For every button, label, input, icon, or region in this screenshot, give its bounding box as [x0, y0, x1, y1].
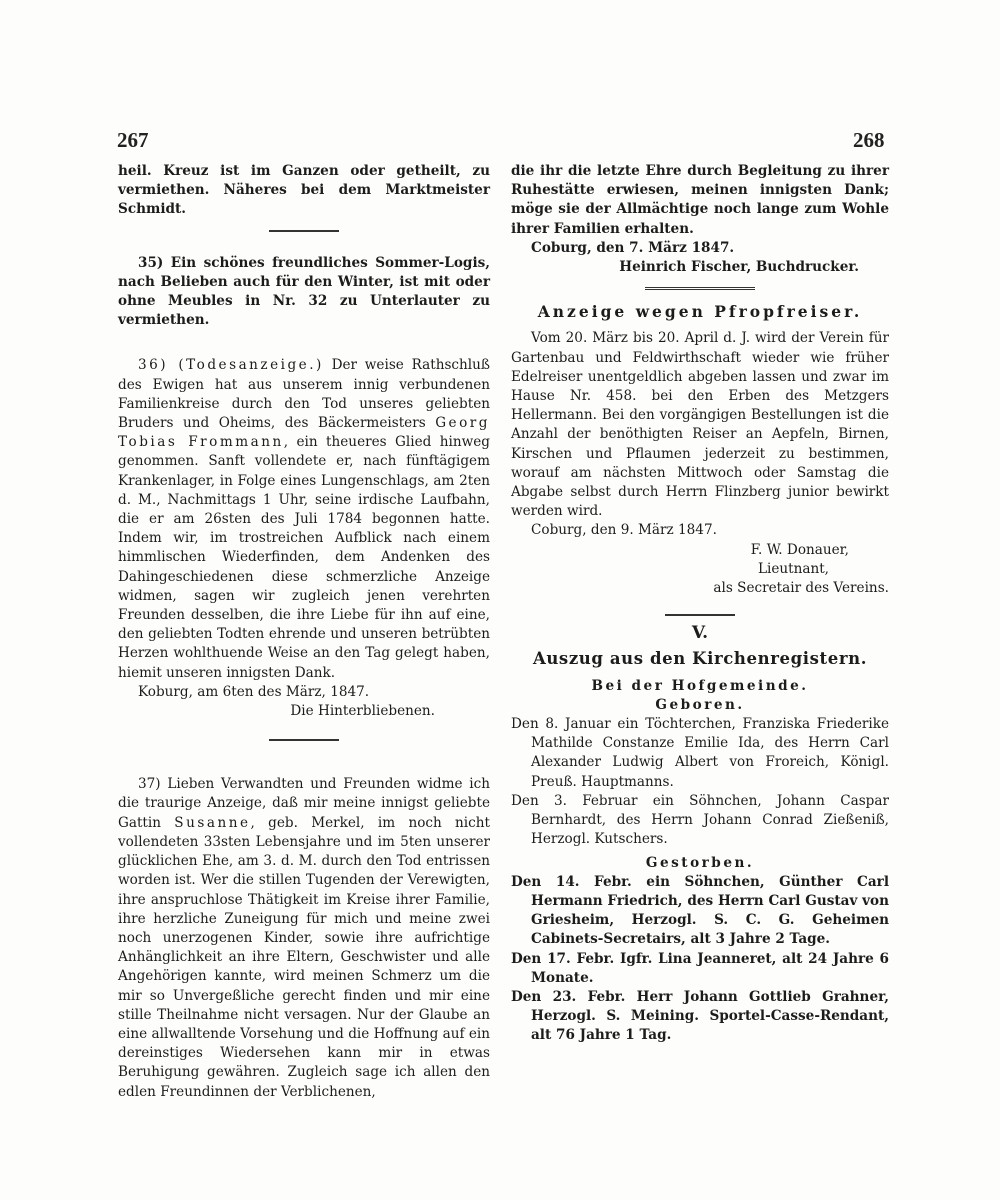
ad-37-text-a: 37) Lieben Verwandten und Freunden widme ich die traurige Anzeige, daß mir meine innigst geliebte Gattin: [118, 776, 490, 831]
ad-37-text-b: , geb. Merkel, im noch nicht vollendeten 33sten Lebensjahre und im 5ten unserer glücklichen Ehe, am 3. d. M. durch den Tod entrissen worden ist. Wer die stillen Tugenden der Verewigten, ihre anspruchlose Thätigkeit im Kreise ihrer Familie, ihre herzliche Zuneigung für mich und meine zwei noch unerzogenen Kinder, sowie ihre aufrichtige Anhänglichkeit an ihre Eltern, Geschwister und alle Angehörigen kannte, wird meinen Schmerz um die mir so Unvergeßliche gerecht finden und mir eine stille Theilnahme nicht versagen. Nur der Glaube an eine allwalltende Vorsehung und die Hoffnung auf ein dereinstiges Wiedersehen kann mir in etwas Beruhigung gewähren. Zugleich sage ich allen den edlen Freundinnen der Verblichenen,: [118, 814, 490, 1100]
death-entry: Den 17. Febr. Igfr. Lina Jeanneret, alt 24 Jahre 6 Monate.: [511, 950, 889, 986]
rental-ad-fragment: heil. Kreuz ist im Ganzen oder getheilt, zu vermiethen. Näheres bei dem Marktmeister Schmidt.: [118, 163, 490, 218]
ad-36-deceased-name: Georg Tobias Frommann: [118, 415, 490, 451]
birth-entry: Den 8. Januar ein Töchterchen, Franziska Friederike Mathilde Constanze Emilie Ida, des Herrn Carl Alexander Ludwig Albert von Froreich, Königl. Preuß. Hauptmanns.: [511, 716, 889, 790]
left-column: [118, 162, 490, 1102]
ad-36-signature: Die Hinterbliebenen.: [290, 703, 435, 720]
parish-heading: Bei der Hofgemeinde.: [591, 677, 809, 694]
ad-36-label: 36) (Todesanzeige.): [138, 357, 324, 374]
deaths-heading: Gestorben.: [645, 854, 755, 871]
separator-rule: [269, 230, 339, 232]
death-entry: Den 23. Febr. Herr Johann Gottlieb Grahner, Herzogl. S. Meining. Sportel-Casse-Rendant, alt 76 Jahre 1 Tag.: [511, 988, 889, 1044]
ad-36-death-notice: [118, 356, 490, 682]
graft-signature-role: als Secretair des Vereins.: [713, 580, 889, 597]
graft-place-date: Coburg, den 9. März 1847.: [531, 522, 717, 539]
graft-signature-rank: Lieutnant,: [757, 560, 829, 577]
ad-36-place-date: Koburg, am 6ten des März, 1847.: [138, 683, 370, 700]
ad-35: 35) Ein schönes freundliches Sommer-Logis, nach Belieben auch für den Winter, ist mit oder ohne Meubles in Nr. 32 zu Unterlauter zu vermiethen.: [118, 254, 490, 329]
section-number: V.: [691, 623, 709, 644]
ad-37-signature: Heinrich Fischer, Buchdrucker.: [619, 259, 859, 276]
graft-notice-text: Vom 20. März bis 20. April d. J. wird der Verein für Gartenbau und Feldwirthschaft wieder wie früher Edelreiser unentgeldlich abgeben lassen und zwar im Hause Nr. 458. bei den Erben des Metzgers Hellermann. Bei den vorgängigen Bestellungen ist die Anzahl der benöthigten Reiser an Aepfeln, Birnen, Kirschen und Pflaumen jederzeit zu bestimmen, worauf am nächsten Mittwoch oder Samstag die Abgabe selbst durch Herrn Flinzberg junior bewirkt werden wird.: [511, 330, 889, 520]
right-column: [511, 162, 889, 1046]
separator-rule: [645, 287, 755, 290]
section-title: Auszug aus den Kirchenregistern.: [532, 649, 868, 669]
page-number-left: 267: [117, 128, 149, 152]
ad-37-death-notice: [118, 775, 490, 1101]
graft-signature-name: F. W. Donauer,: [750, 541, 849, 558]
ad-37-place-date: Coburg, den 7. März 1847.: [531, 239, 735, 256]
births-heading: Geboren.: [655, 696, 745, 713]
page-number-right: 268: [853, 128, 885, 152]
separator-rule: [269, 739, 339, 741]
ad-37-continuation: die ihr die letzte Ehre durch Begleitung zu ihrer Ruhestätte erwiesen, meinen innigsten Dank; möge sie der Allmächtige noch lange zum Wohle ihrer Familien erhalten.: [511, 163, 889, 237]
ad-36-text-b: , ein theueres Glied hinweg genommen. Sanft vollendete er, nach fünftägigem Krankenlager, in Folge eines Lungenschlags, am 2ten d. M., Nachmittags 1 Uhr, seine irdische Laufbahn, die er am 26sten des Juli 1784 begonnen hatte. Indem wir, im trostreichen Aufblick nach einem himmlischen Wiederfinden, dem Andenken des Dahingeschiedenen diese schmerzliche Anzeige widmen, sagen wir zugleich jenen verehrten Freunden desselben, die ihre Liebe für ihn auf eine, den geliebten Todten ehrende und unseren betrübten Herzen wohlthuende Weise an den Tag gelegt haben, hiemit unseren innigsten Dank.: [118, 434, 490, 681]
ad-37-deceased-name: Susanne: [174, 814, 251, 831]
separator-rule: [665, 614, 735, 616]
ad-36-text-a: Der weise Rathschluß des Ewigen hat aus unserem innig verbundenen Familienkreise durch den Tod unseres geliebten Bruders und Oheims, des Bäckermeisters: [118, 357, 490, 432]
birth-entry: Den 3. Februar ein Söhnchen, Johann Caspar Bernhardt, des Herrn Johann Conrad Zießeniß, Herzogl. Kutschers.: [511, 792, 889, 848]
graft-notice-heading: Anzeige wegen Pfropfreiser.: [537, 302, 863, 322]
death-entry: Den 14. Febr. ein Söhnchen, Günther Carl Hermann Friedrich, des Herrn Carl Gustav von Griesheim, Herzogl. S. C. G. Geheimen Cabinets-Secretairs, alt 3 Jahre 2 Tage.: [511, 873, 889, 948]
